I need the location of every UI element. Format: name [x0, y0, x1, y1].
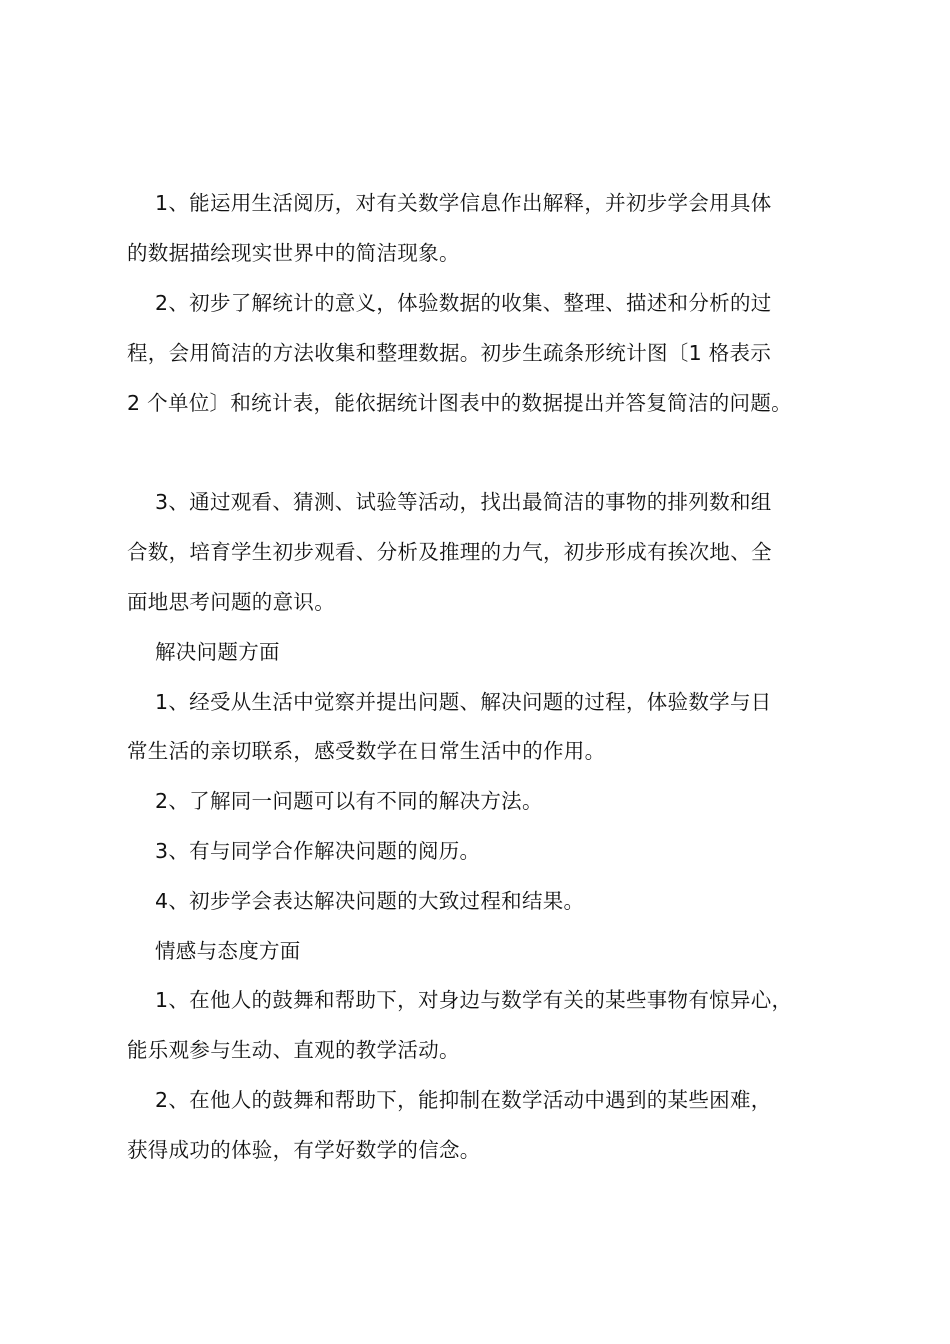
- paragraph-line: 1、能运用生活阅历，对有关数学信息作出解释，并初步学会用具体: [155, 191, 772, 215]
- paragraph-line: 程，会用简洁的方法收集和整理数据。初步生疏条形统计图〔1 格表示: [127, 341, 772, 365]
- paragraph-line: 1、在他人的鼓舞和帮助下，对身边与数学有关的某些事物有惊异心，: [155, 988, 793, 1012]
- paragraph-line: 面地思考问题的意识。: [127, 590, 335, 614]
- paragraph-line: 2、初步了解统计的意义，体验数据的收集、整理、描述和分析的过: [155, 291, 772, 315]
- paragraph-line: 2 个单位〕和统计表，能依据统计图表中的数据提出并答复简洁的问题。: [127, 391, 792, 415]
- paragraph-line: 合数，培育学生初步观看、分析及推理的力气，初步形成有挨次地、全: [127, 540, 772, 564]
- paragraph-line: 3、有与同学合作解决问题的阅历。: [155, 839, 481, 863]
- paragraph-line: 的数据描绘现实世界中的简洁现象。: [127, 241, 460, 265]
- paragraph-line: 2、在他人的鼓舞和帮助下，能抑制在数学活动中遇到的某些困难，: [155, 1088, 772, 1112]
- paragraph-line: 常生活的亲切联系，感受数学在日常生活中的作用。: [127, 739, 606, 763]
- paragraph-line: 4、初步学会表达解决问题的大致过程和结果。: [155, 889, 585, 913]
- paragraph-line: 能乐观参与生动、直观的教学活动。: [127, 1038, 460, 1062]
- section-heading: 解决问题方面: [155, 640, 280, 664]
- paragraph-line: 3、通过观看、猜测、试验等活动，找出最简洁的事物的排列数和组: [155, 490, 772, 514]
- section-heading: 情感与态度方面: [155, 939, 301, 963]
- paragraph-line: 获得成功的体验，有学好数学的信念。: [127, 1138, 481, 1162]
- paragraph-line: 1、经受从生活中觉察并提出问题、解决问题的过程，体验数学与日: [155, 690, 772, 714]
- paragraph-line: 2、了解同一问题可以有不同的解决方法。: [155, 789, 543, 813]
